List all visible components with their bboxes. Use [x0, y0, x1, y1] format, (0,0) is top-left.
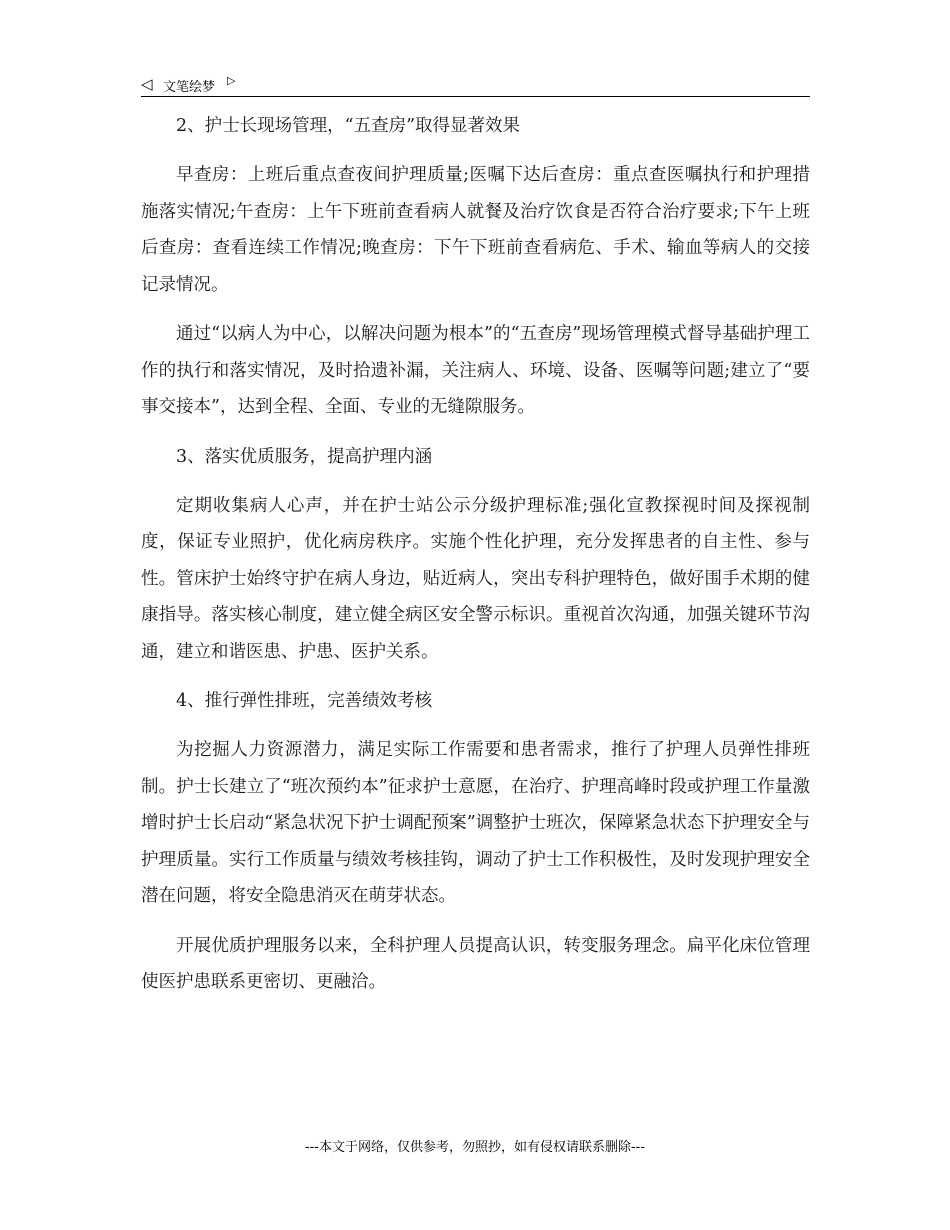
body-paragraph: 早查房：上班后重点查夜间护理质量;医嘱下达后查房：重点查医嘱执行和护理措施落实情况;午查房：上午下班前查看病人就餐及治疗饮食是否符合治疗要求;下午上班后查房：查看连续工作情况;晚查房：下午下班前查看病危、手术、输血等病人的交接记录情况。 — [141, 165, 810, 295]
section-heading: 3、落实优质服务，提高护理内涵 — [176, 446, 433, 467]
footer-disclaimer: ---本文于网络，仅供参考，勿照抄，如有侵权请联系删除--- — [304, 1140, 646, 1155]
section-heading: 2、护士长现场管理，“五查房”取得显著效果 — [176, 116, 521, 136]
section-heading: 4、推行弹性排班，完善绩效考核 — [176, 691, 433, 711]
body-paragraph: 通过“以病人为中心，以解决问题为根本”的“五查房”现场管理模式督导基础护理工作的执行和落实情况，及时拾遗补漏，关注病人、环境、设备、医嘱等问题;建立了“要事交接本”，达到全程、全面、专业的无缝隙服务。 — [141, 324, 810, 417]
body-paragraph: 开展优质护理服务以来，全科护理人员提高认识，转变服务理念。扁平化床位管理使医护患联系更密切、更融洽。 — [141, 935, 810, 992]
right-triangle-icon: ▷ — [227, 74, 236, 87]
document-body — [141, 108, 810, 1001]
header-title: 文笔绘梦 — [163, 80, 216, 95]
left-triangle-icon: ◁ — [141, 75, 153, 93]
body-paragraph: 定期收集病人心声，并在护士站公示分级护理标准;强化宣教探视时间及探视制度，保证专业照护，优化病房秩序。实施个性化护理，充分发挥患者的自主性、参与性。管床护士始终守护在病人身边，贴近病人，突出专科护理特色，做好围手术期的健康指导。落实核心制度，建立健全病区安全警示标识。重视首次沟通，加强关键环节沟通，建立和谐医患、护患、医护关系。 — [141, 495, 810, 662]
page-header — [141, 72, 810, 97]
body-paragraph: 为挖掘人力资源潜力，满足实际工作需要和患者需求，推行了护理人员弹性排班制。护士长建立了“班次预约本”征求护士意愿，在治疗、护理高峰时段或护理工作量激增时护士长启动“紧急状况下护士调配预案”调整护士班次，保障紧急状态下护理安全与护理质量。实行工作质量与绩效考核挂钩，调动了护士工作积极性，及时发现护理安全潜在问题，将安全隐患消灭在萌芽状态。 — [141, 740, 810, 906]
